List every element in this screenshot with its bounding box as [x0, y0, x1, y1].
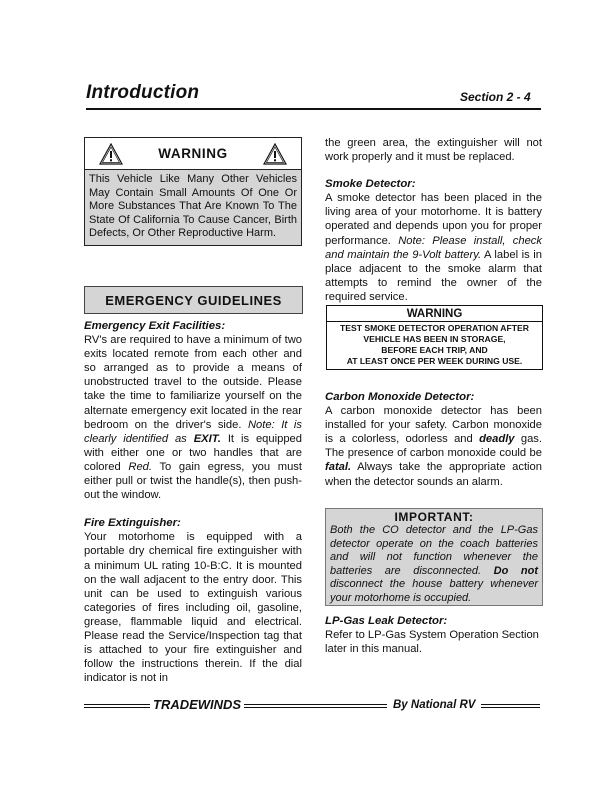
smoke-heading: Smoke Detector:	[325, 178, 416, 191]
smoke-text-1: A smoke detector has been placed in the living area of your motorhome. It is battery operated and depends upon you for proper performance.	[325, 192, 542, 247]
important-text-2: disconnect the house battery whenever your motorhome is occupied.	[330, 578, 538, 604]
emergency-guidelines-heading: EMERGENCY GUIDELINES	[84, 286, 303, 314]
smoke-warning-line: BEFORE EACH TRIP, AND	[381, 345, 488, 355]
left-column	[84, 319, 302, 685]
smoke-warning-title: WARNING	[327, 306, 542, 322]
footer-rule	[481, 704, 540, 708]
exit-note: Note: It is clearly identified as	[84, 418, 302, 445]
important-do-not: Do not	[493, 564, 538, 577]
important-note-box	[325, 508, 543, 606]
footer-rule	[84, 704, 150, 708]
exit-heading: Emergency Exit Facilities:	[84, 320, 226, 332]
lp-heading: LP-Gas Leak Detector:	[325, 615, 448, 627]
page-footer	[84, 697, 540, 717]
exit-text-2: It is equipped with either one or two handles that are colored	[84, 432, 302, 473]
exit-red-word: Red.	[128, 460, 152, 473]
california-warning-box	[84, 137, 302, 246]
smoke-warning-line: AT LEAST ONCE PER WEEK DURING USE.	[346, 356, 523, 366]
exit-paragraph	[84, 333, 302, 502]
co-text-2: gas. The presence of carbon monoxide could be	[325, 433, 542, 460]
co-fatal: fatal.	[325, 461, 352, 474]
section-number: Section 2 - 4	[460, 90, 531, 104]
co-deadly: deadly	[479, 433, 515, 446]
smoke-detector-warning-box	[326, 305, 543, 370]
important-body	[326, 524, 542, 605]
important-text-1: Both the CO detector and the LP-Gas detector operate on the coach batteries and will not function whenever the batteries are disconnected.	[330, 524, 538, 577]
page-title: Introduction	[86, 82, 200, 103]
exit-text-1: RV's are required to have a minimum of two exits located remote from each other and so arranged as to provide a means of unobstructed travel to the outside. Please take the time to familiarize yourself on the alternate emergency exit located in the rear bedroom on the driver's side.	[84, 334, 302, 431]
co-text-3: Always take the appropriate action when the detector sounds an alarm.	[325, 461, 542, 488]
caution-triangle-icon	[99, 143, 123, 165]
exit-note-bold: EXIT.	[193, 432, 221, 445]
co-section	[325, 390, 542, 489]
smoke-warning-line: TEST SMOKE DETECTOR OPERATION AFTER	[340, 323, 529, 333]
smoke-paragraph	[325, 191, 542, 304]
header-rule	[86, 108, 541, 110]
footer-brand: TRADEWINDS	[153, 697, 242, 712]
co-heading: Carbon Monoxide Detector:	[325, 391, 475, 403]
smoke-warning-body	[327, 322, 542, 369]
footer-by: By National RV	[393, 699, 476, 711]
fire-heading: Fire Extinguisher:	[84, 517, 181, 530]
lp-section	[325, 614, 542, 656]
warning-header	[85, 138, 301, 170]
exit-text-3: To gain egress, you must either pull or twist the handle(s), then push-out the window.	[84, 460, 302, 502]
co-paragraph	[325, 404, 542, 489]
lp-paragraph: Refer to LP-Gas System Operation Section later in this manual.	[325, 629, 539, 656]
caution-triangle-icon	[263, 143, 287, 165]
footer-rule	[244, 704, 387, 708]
warning-body: This Vehicle Like Many Other Vehicles May Contain Small Amounts Of One Or More Substances That Are Known To The State Of California To Cause Cancer, Birth Defects, Or Other Reproductive Harm.	[85, 170, 301, 245]
smoke-note: Note: Please install, check and maintain the 9-Volt battery.	[325, 234, 542, 261]
important-title: IMPORTANT:	[394, 510, 474, 524]
right-column-top	[325, 136, 542, 304]
smoke-warning-line: VEHICLE HAS BEEN IN STORAGE,	[363, 334, 506, 344]
fire-paragraph: Your motorhome is equipped with a portable dry chemical fire extinguisher with a minimum UL rating 10-B:C. It is mounted on the wall adjacent to the entry door. This unit can be used to extinguish various categories of fires including oil, gasoline, grease, flammable liquid and electrical. Please read the Service/Inspection tag that is attached to your fire extinguisher and follow the instructions therein. If the dial indicator is not in	[84, 531, 302, 685]
fire-paragraph-continued: the green area, the extinguisher will not work properly and it must be replaced.	[325, 137, 542, 164]
co-text-1: A carbon monoxide detector has been installed for your safety. Carbon monoxide is a colorless, odorless and	[325, 405, 542, 446]
smoke-text-2: A label is in place adjacent to the smoke alarm that attempts to remind the owner of the required service.	[325, 248, 542, 303]
warning-title: WARNING	[158, 146, 228, 161]
